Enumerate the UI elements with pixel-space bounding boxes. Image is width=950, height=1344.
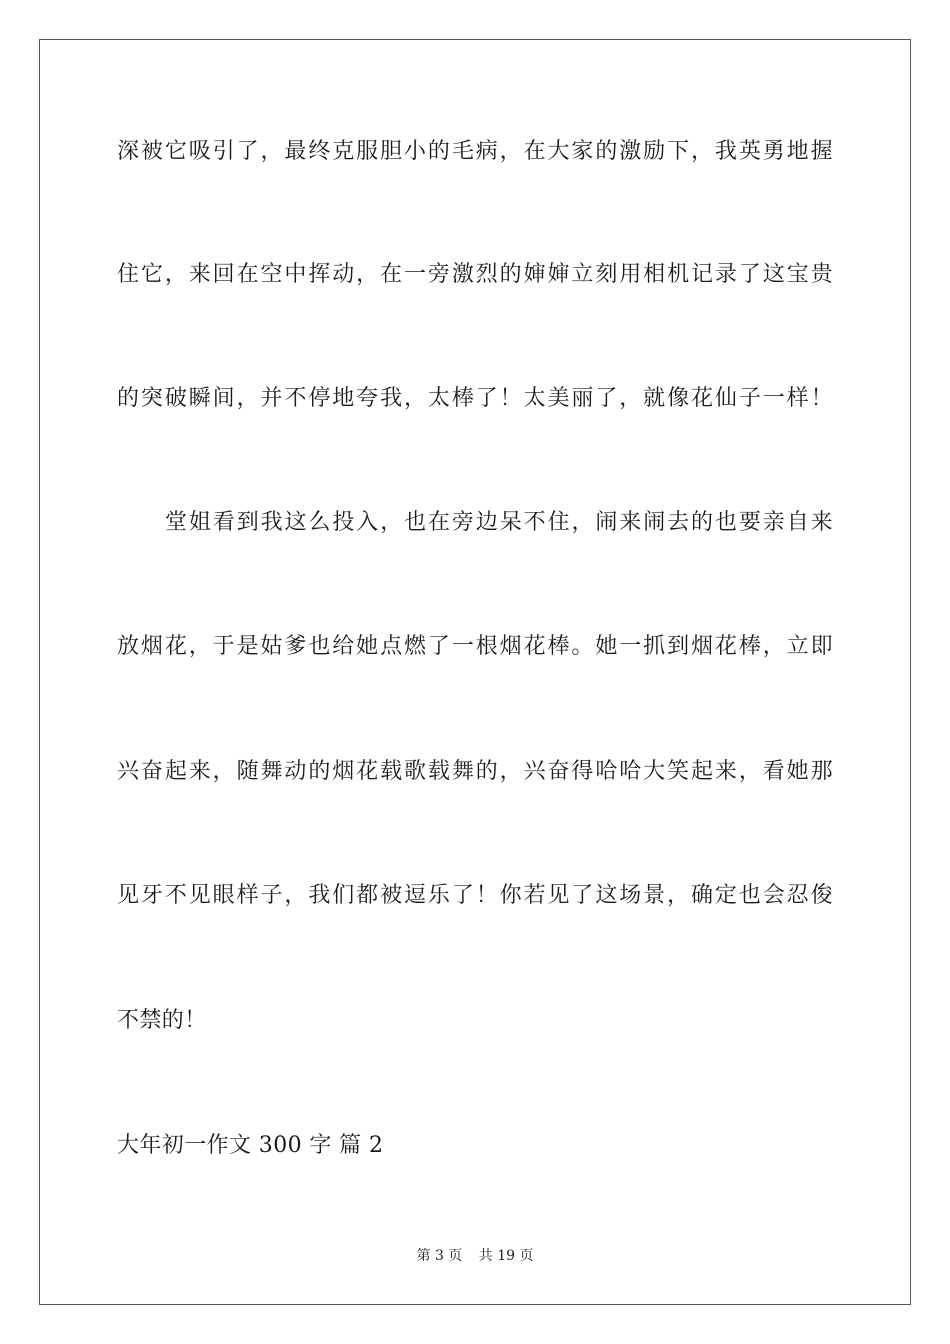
paragraph-line-4: 堂姐看到我这么投入，也在旁边呆不住，闹来闹去的也要亲自来 xyxy=(165,510,833,535)
section-heading: 大年初一作文 300 字 篇 2 xyxy=(117,1133,384,1158)
page-footer xyxy=(0,1247,950,1265)
page-border xyxy=(39,39,911,1305)
paragraph-line-6: 兴奋起来，随舞动的烟花载歌载舞的，兴奋得哈哈大笑起来，看她那 xyxy=(117,759,833,784)
paragraph-line-1: 深被它吸引了，最终克服胆小的毛病，在大家的激励下，我英勇地握 xyxy=(117,139,833,164)
total-pages: 共 19 页 xyxy=(478,1248,534,1264)
paragraph-line-8: 不禁的！ xyxy=(117,1008,207,1033)
paragraph-line-3: 的突破瞬间，并不停地夸我，太棒了！太美丽了，就像花仙子一样！ xyxy=(117,386,833,411)
page-number: 第 3 页 xyxy=(416,1248,463,1264)
paragraph-line-5: 放烟花，于是姑爹也给她点燃了一根烟花棒。她一抓到烟花棒，立即 xyxy=(117,634,833,659)
paragraph-line-7: 见牙不见眼样子，我们都被逗乐了！你若见了这场景，确定也会忍俊 xyxy=(117,883,833,908)
paragraph-line-2: 住它，来回在空中挥动，在一旁激烈的婶婶立刻用相机记录了这宝贵 xyxy=(117,262,833,287)
